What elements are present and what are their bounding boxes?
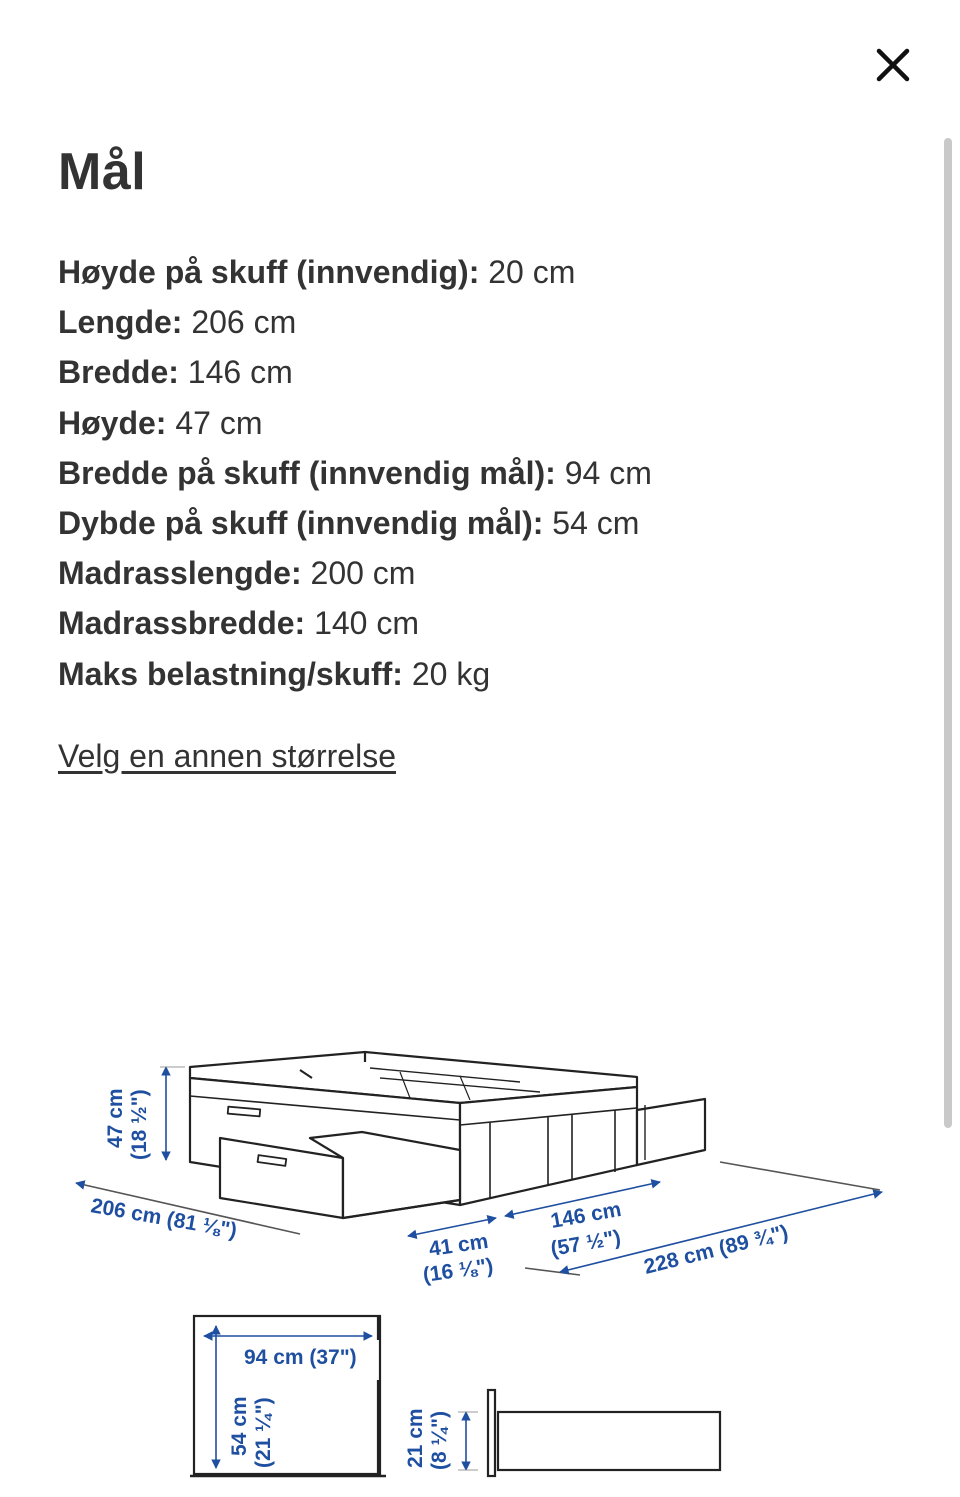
drawer-depth-label: 54 cm: [228, 1396, 251, 1456]
spec-width: [58, 347, 652, 397]
spec-value: 54 cm: [552, 505, 640, 542]
drawer-depth-label-inch: (21 ¼"): [252, 1397, 275, 1468]
page-title: Mål: [58, 143, 147, 201]
spec-label: Dybde på skuff (innvendig mål):: [58, 505, 544, 542]
height-label: 47 cm: [104, 1088, 127, 1148]
spec-label: Høyde:: [58, 404, 167, 441]
bed-illustration: [190, 1052, 705, 1218]
spec-label: Lengde:: [58, 304, 183, 341]
total-width-label: 228 cm (89 ¾"): [641, 1220, 791, 1279]
width-label-inch: (57 ½"): [548, 1226, 623, 1261]
spec-label: Bredde på skuff (innvendig mål):: [58, 454, 556, 491]
spec-value: 200 cm: [310, 555, 416, 592]
scrollbar[interactable]: [944, 138, 952, 1128]
dimension-drawing: [0, 1040, 960, 1497]
drawer-out-label: 41 cm: [427, 1229, 490, 1261]
spec-drawer-width-inside: [58, 448, 652, 498]
spec-drawer-height-inside: [58, 247, 652, 297]
spec-value: 20 kg: [411, 655, 491, 692]
spec-mattress-width: [58, 598, 652, 648]
drawer-height-label-inch: (8 ¼"): [428, 1411, 451, 1470]
dimensions-list: [58, 247, 652, 699]
spec-value: 20 cm: [488, 254, 576, 290]
spec-label: Madrasslengde:: [58, 555, 302, 592]
spec-label: Maks belastning/skuff:: [58, 655, 403, 692]
drawer-out-label-inch: (16 ⅛"): [421, 1254, 495, 1287]
spec-value: 206 cm: [191, 304, 297, 341]
close-button[interactable]: [868, 40, 918, 90]
spec-value: 146 cm: [187, 354, 293, 391]
height-label-inch: (18 ½"): [128, 1089, 151, 1160]
close-icon: [876, 48, 910, 82]
spec-mattress-length: [58, 548, 652, 598]
drawer-side-dimension-lines: [458, 1412, 478, 1470]
spec-label: Bredde:: [58, 354, 179, 391]
spec-label: Høyde på skuff (innvendig):: [58, 254, 480, 290]
width-label: 146 cm: [548, 1197, 624, 1233]
drawer-height-label: 21 cm: [404, 1408, 427, 1468]
drawer-top-view: [190, 1316, 386, 1476]
drawer-width-label: 94 cm (37"): [244, 1346, 357, 1369]
drawer-side-view: [488, 1390, 720, 1476]
length-label: 206 cm (81 ⅛"): [89, 1194, 239, 1243]
spec-value: 94 cm: [564, 454, 652, 491]
spec-length: [58, 297, 652, 347]
spec-label: Madrassbredde:: [58, 605, 306, 642]
choose-other-size-link[interactable]: Velg en annen størrelse: [58, 738, 396, 774]
spec-value: 47 cm: [175, 404, 263, 441]
spec-drawer-depth-inside: [58, 498, 652, 548]
spec-max-load-per-drawer: [58, 649, 652, 699]
spec-value: 140 cm: [314, 605, 420, 642]
spec-height: [58, 398, 652, 448]
